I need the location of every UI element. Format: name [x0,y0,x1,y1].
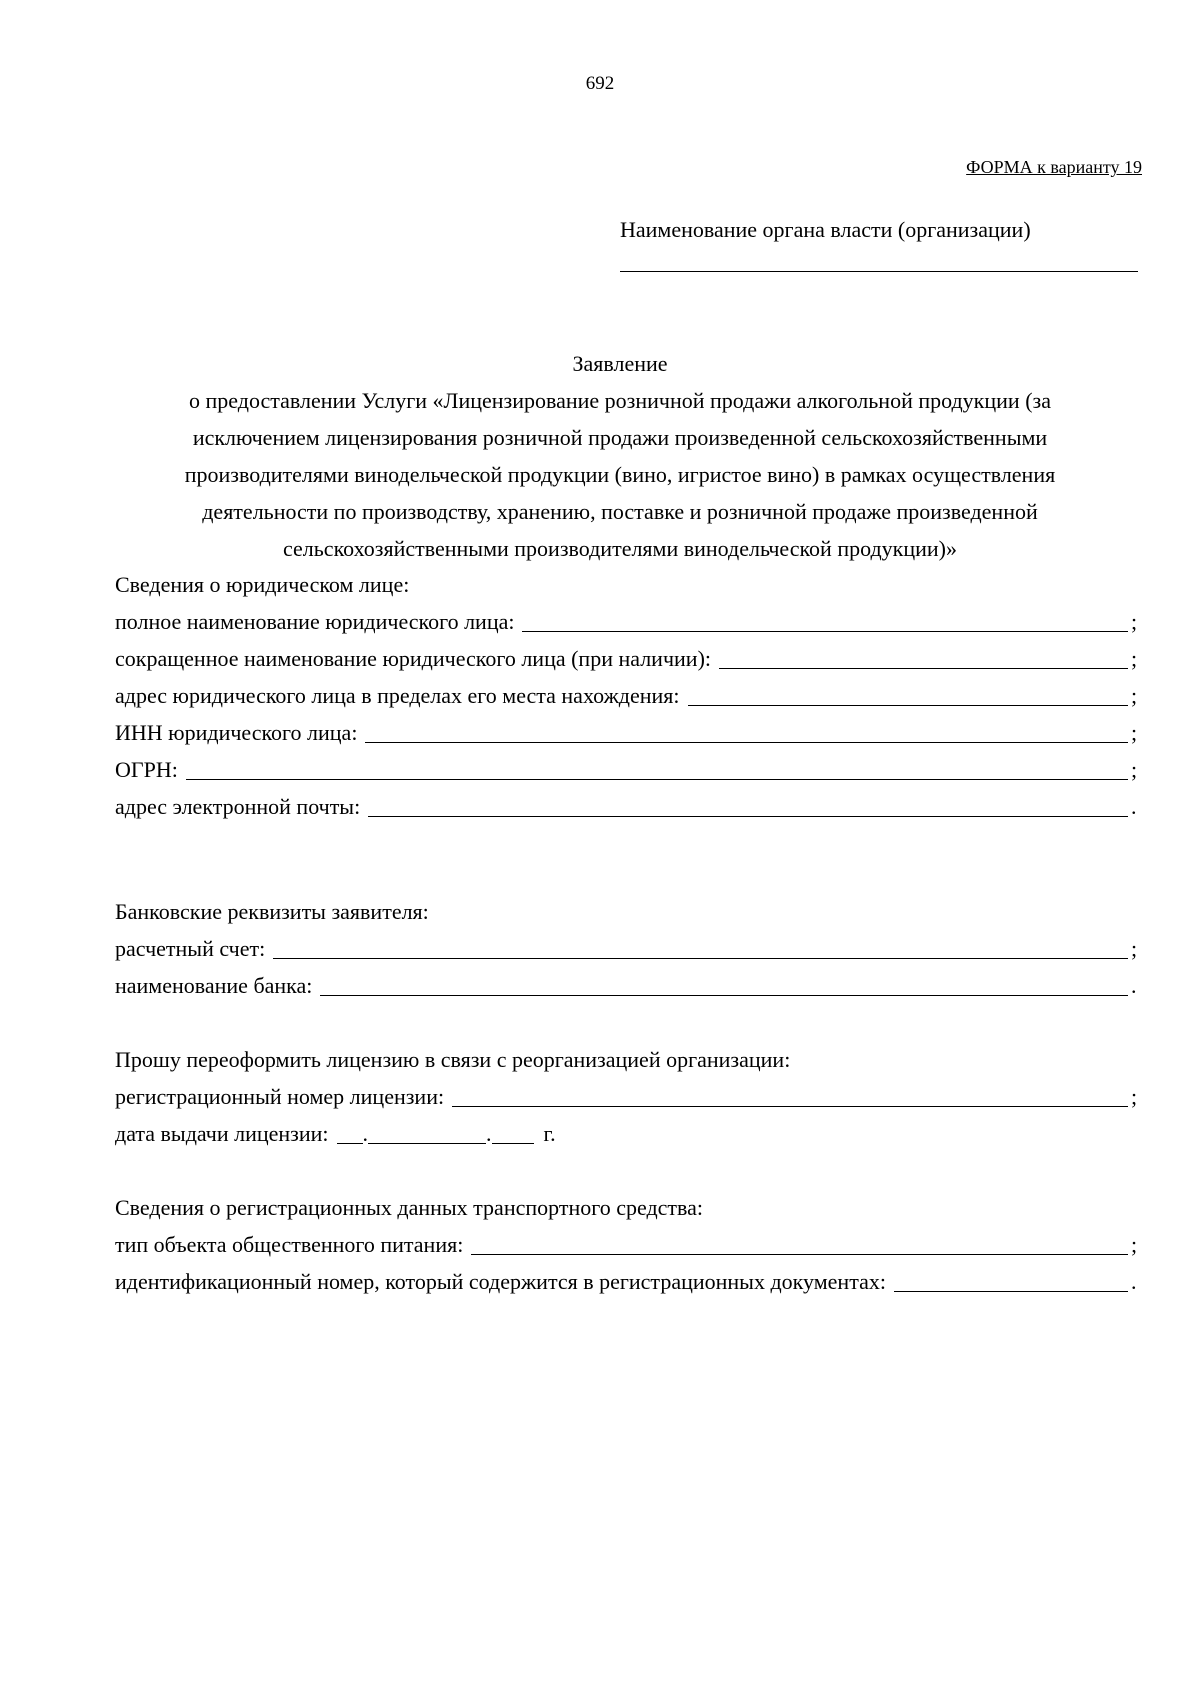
authority-input-line[interactable] [620,249,1138,272]
vin-field [115,1263,1139,1300]
short-name-input-line[interactable] [719,648,1128,669]
field-end: . [1131,1269,1137,1294]
ogrn-input-line[interactable] [186,759,1128,780]
vin-input-line[interactable] [894,1271,1128,1292]
field-end: ; [1131,1232,1138,1257]
ogrn-field [115,751,1139,788]
authority-block [620,215,1140,272]
year-input-line[interactable] [492,1123,534,1144]
field-end: ; [1131,720,1138,745]
catering-type-input-line[interactable] [471,1234,1128,1255]
title-line: о предоставлении Услуги «Лицензирование розничной продажи алкогольной продукции (за [189,388,1051,413]
full-name-field [115,603,1139,640]
field-label: регистрационный номер лицензии: [115,1084,445,1109]
field-label: полное наименование юридического лица: [115,609,515,634]
field-end: ; [1131,683,1138,708]
field-label: сокращенное наименование юридического лица (при наличии): [115,646,712,671]
inn-input-line[interactable] [365,722,1128,743]
page-number: 692 [585,73,615,94]
reissue-section [115,1041,1139,1152]
field-label: адрес юридического лица в пределах его места нахождения: [115,683,680,708]
date-separator: . [486,1121,492,1146]
title-line: деятельности по производству, хранению, поставке и розничной продаже произведенной [202,499,1038,524]
field-end: ; [1131,757,1138,782]
legal-entity-heading: Сведения о юридическом лице: [115,572,410,597]
account-field [115,930,1139,967]
title-line: исключением лицензирования розничной продажи произведенной сельскохозяйственными [192,425,1048,450]
field-end: ; [1131,1084,1138,1109]
form-reference: ФОРМА к варианту 19 [966,157,1142,177]
inn-field [115,714,1139,751]
bank-section [115,893,1139,1004]
field-label: идентификационный номер, который содержится в регистрационных документах: [115,1269,886,1294]
day-input-line[interactable] [337,1123,363,1144]
field-label: адрес электронной почты: [115,794,361,819]
field-label: ИНН юридического лица: [115,720,358,745]
field-end: . [1131,794,1137,819]
vehicle-heading: Сведения о регистрационных данных транспортного средства: [115,1195,703,1220]
field-end: ; [1131,646,1138,671]
field-end: ; [1131,936,1138,961]
reissue-heading: Прошу переоформить лицензию в связи с реорганизацией организации: [115,1047,791,1072]
account-input-line[interactable] [273,938,1128,959]
title-line: производителями винодельческой продукции (вино, игристое вино) в рамках осуществления [184,462,1056,487]
field-label: дата выдачи лицензии: [115,1121,329,1146]
field-label: расчетный счет: [115,936,266,961]
title-line: сельскохозяйственными производителями винодельческой продукции)» [283,536,957,561]
authority-label: Наименование органа власти (организации) [620,217,1031,242]
email-field [115,788,1139,825]
short-name-field [115,640,1139,677]
catering-type-field [115,1226,1139,1263]
application-title [120,345,1120,567]
document-title: Заявление [572,351,668,376]
email-input-line[interactable] [368,796,1128,817]
date-separator: . [362,1121,369,1146]
address-input-line[interactable] [688,685,1128,706]
vehicle-section [115,1189,1139,1300]
bank-name-field [115,967,1139,1004]
field-label: тип объекта общественного питания: [115,1232,464,1257]
license-number-field [115,1078,1139,1115]
year-suffix: г. [543,1121,556,1146]
bank-heading: Банковские реквизиты заявителя: [115,899,429,924]
address-field [115,677,1139,714]
month-input-line[interactable] [368,1123,486,1144]
field-end: ; [1131,609,1138,634]
field-label: наименование банка: [115,973,313,998]
issue-date-field [115,1115,1139,1152]
full-name-input-line[interactable] [522,611,1128,632]
license-number-input-line[interactable] [452,1086,1128,1107]
field-end: . [1131,973,1137,998]
field-label: ОГРН: [115,757,178,782]
bank-name-input-line[interactable] [320,975,1128,996]
legal-entity-section [115,566,1139,825]
